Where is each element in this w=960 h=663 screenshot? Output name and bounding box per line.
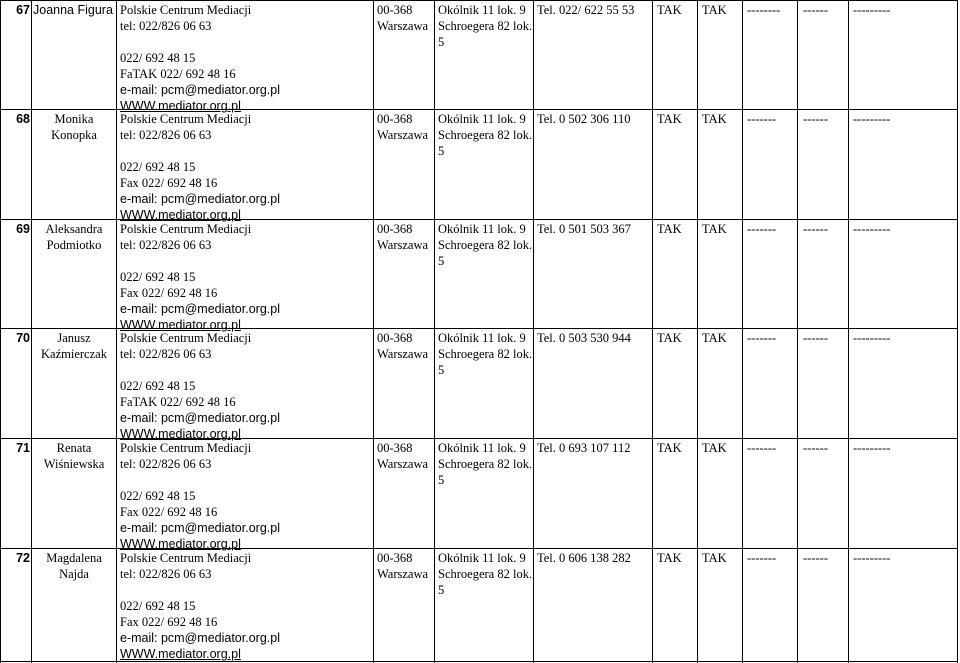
- contact-phone: Tel. 0 606 138 282: [537, 551, 631, 565]
- col-a-value: TAK: [657, 441, 682, 455]
- contact-phone: Tel. 022/ 622 55 53: [537, 3, 635, 17]
- address-line-3: 5: [438, 254, 445, 268]
- column-divider: [0, 0, 1, 663]
- org-phone-2: 022/ 692 48 15: [120, 379, 196, 393]
- row-number: 68: [16, 112, 30, 126]
- org-website-link[interactable]: WWW.mediator.org.pl: [120, 318, 241, 332]
- address-line-2: Schroegera 82 lok.: [438, 347, 533, 361]
- mediator-name: Magdalena Najda: [46, 551, 102, 581]
- blank-line: [120, 362, 370, 378]
- col-d-value: ------: [803, 112, 828, 126]
- org-phone: tel: 022/826 06 63: [120, 457, 212, 471]
- col-b-value: TAK: [702, 441, 727, 455]
- column-divider: [652, 0, 653, 663]
- address-line-1: Okólnik 11 lok. 9: [438, 3, 526, 17]
- row-number: 70: [16, 331, 30, 345]
- contact-phone: Tel. 0 501 503 367: [537, 222, 631, 236]
- org-name: Polskie Centrum Mediacji: [120, 112, 252, 126]
- org-fax: FaTAK 022/ 692 48 16: [120, 395, 236, 409]
- city-name: Warszawa: [377, 347, 429, 361]
- organization-cell: [120, 111, 370, 223]
- org-phone-2: 022/ 692 48 15: [120, 270, 196, 284]
- column-divider: [697, 0, 698, 663]
- org-fax: Fax 022/ 692 48 16: [120, 615, 218, 629]
- address-cell: [438, 221, 533, 269]
- city-cell: [377, 550, 433, 582]
- col-e-value: ---------: [853, 112, 891, 126]
- org-fax: Fax 022/ 692 48 16: [120, 505, 218, 519]
- mediator-name: Janusz Kaźmierczak: [41, 331, 107, 361]
- col-d-value: ------: [803, 331, 828, 345]
- col-d-value: ------: [803, 441, 828, 455]
- organization-cell: [120, 330, 370, 442]
- mediator-name: Aleksandra Podmiotko: [45, 222, 103, 252]
- city-name: Warszawa: [377, 567, 429, 581]
- col-d-value: ------: [803, 3, 828, 17]
- org-email[interactable]: e-mail: pcm@mediator.org.pl: [120, 83, 280, 97]
- org-phone-2: 022/ 692 48 15: [120, 51, 196, 65]
- organization-cell: [120, 550, 370, 662]
- address-line-3: 5: [438, 473, 445, 487]
- col-a-value: TAK: [657, 331, 682, 345]
- org-website-link[interactable]: WWW.mediator.org.pl: [120, 208, 241, 222]
- col-c-value: -------: [747, 222, 777, 236]
- org-email[interactable]: e-mail: pcm@mediator.org.pl: [120, 192, 280, 206]
- col-a-value: TAK: [657, 112, 682, 126]
- org-website-link[interactable]: WWW.mediator.org.pl: [120, 99, 241, 113]
- city-cell: [377, 440, 433, 472]
- column-divider: [797, 0, 798, 663]
- col-d-value: ------: [803, 551, 828, 565]
- org-phone: tel: 022/826 06 63: [120, 347, 212, 361]
- col-c-value: -------: [747, 551, 777, 565]
- address-line-3: 5: [438, 35, 445, 49]
- row-number: 71: [16, 441, 30, 455]
- postal-code: 00-368: [377, 551, 413, 565]
- postal-code: 00-368: [377, 441, 413, 455]
- org-fax: Fax 022/ 692 48 16: [120, 176, 218, 190]
- address-cell: [438, 440, 533, 488]
- address-line-3: 5: [438, 363, 445, 377]
- address-cell: [438, 550, 533, 598]
- org-fax: Fax 022/ 692 48 16: [120, 286, 218, 300]
- address-line-1: Okólnik 11 lok. 9: [438, 112, 526, 126]
- col-e-value: ---------: [853, 3, 891, 17]
- col-b-value: TAK: [702, 3, 727, 17]
- col-b-value: TAK: [702, 551, 727, 565]
- col-d-value: ------: [803, 222, 828, 236]
- blank-line: [120, 253, 370, 269]
- org-phone: tel: 022/826 06 63: [120, 19, 212, 33]
- row-number: 67: [16, 3, 30, 17]
- address-line-1: Okólnik 11 lok. 9: [438, 551, 526, 565]
- address-line-3: 5: [438, 144, 445, 158]
- blank-line: [120, 582, 370, 598]
- row-divider: [0, 0, 958, 1]
- org-phone: tel: 022/826 06 63: [120, 238, 212, 252]
- col-a-value: TAK: [657, 222, 682, 236]
- address-line-2: Schroegera 82 lok.: [438, 19, 533, 33]
- city-name: Warszawa: [377, 238, 429, 252]
- address-line-2: Schroegera 82 lok.: [438, 457, 533, 471]
- address-cell: [438, 111, 533, 159]
- city-cell: [377, 221, 433, 253]
- org-phone-2: 022/ 692 48 15: [120, 160, 196, 174]
- address-cell: [438, 2, 533, 50]
- column-divider: [434, 0, 435, 663]
- col-c-value: --------: [747, 3, 781, 17]
- column-divider: [533, 0, 534, 663]
- org-phone-2: 022/ 692 48 15: [120, 599, 196, 613]
- contact-phone: Tel. 0 502 306 110: [537, 112, 631, 126]
- org-fax: FaTAK 022/ 692 48 16: [120, 67, 236, 81]
- org-name: Polskie Centrum Mediacji: [120, 551, 252, 565]
- city-cell: [377, 2, 433, 34]
- city-cell: [377, 111, 433, 143]
- row-number: 72: [16, 551, 30, 565]
- col-e-value: ---------: [853, 331, 891, 345]
- address-line-2: Schroegera 82 lok.: [438, 128, 533, 142]
- blank-line: [120, 472, 370, 488]
- org-name: Polskie Centrum Mediacji: [120, 222, 252, 236]
- organization-cell: [120, 440, 370, 552]
- city-name: Warszawa: [377, 457, 429, 471]
- col-a-value: TAK: [657, 551, 682, 565]
- address-line-1: Okólnik 11 lok. 9: [438, 441, 526, 455]
- column-divider: [31, 0, 32, 663]
- org-phone-2: 022/ 692 48 15: [120, 489, 196, 503]
- col-b-value: TAK: [702, 331, 727, 345]
- column-divider: [373, 0, 374, 663]
- column-divider: [742, 0, 743, 663]
- column-divider: [957, 0, 958, 663]
- org-website-link[interactable]: WWW.mediator.org.pl: [120, 427, 241, 441]
- org-website-link[interactable]: WWW.mediator.org.pl: [120, 647, 241, 661]
- org-website-link[interactable]: WWW.mediator.org.pl: [120, 537, 241, 551]
- mediator-name: Joanna Figura: [33, 3, 113, 17]
- address-cell: [438, 330, 533, 378]
- address-line-2: Schroegera 82 lok.: [438, 567, 533, 581]
- contact-phone: Tel. 0 693 107 112: [537, 441, 631, 455]
- blank-line: [120, 34, 370, 50]
- blank-line: [120, 143, 370, 159]
- column-divider: [116, 0, 117, 663]
- row-number: 69: [16, 222, 30, 236]
- col-b-value: TAK: [702, 222, 727, 236]
- org-email[interactable]: e-mail: pcm@mediator.org.pl: [120, 302, 280, 316]
- col-e-value: ---------: [853, 551, 891, 565]
- col-e-value: ---------: [853, 222, 891, 236]
- org-email[interactable]: e-mail: pcm@mediator.org.pl: [120, 631, 280, 645]
- contact-phone: Tel. 0 503 530 944: [537, 331, 631, 345]
- postal-code: 00-368: [377, 331, 413, 345]
- col-c-value: -------: [747, 331, 777, 345]
- address-line-2: Schroegera 82 lok.: [438, 238, 533, 252]
- org-email[interactable]: e-mail: pcm@mediator.org.pl: [120, 521, 280, 535]
- address-line-1: Okólnik 11 lok. 9: [438, 331, 526, 345]
- org-phone: tel: 022/826 06 63: [120, 567, 212, 581]
- city-cell: [377, 330, 433, 362]
- organization-cell: [120, 221, 370, 333]
- mediator-name: Monika Konopka: [51, 112, 97, 142]
- org-phone: tel: 022/826 06 63: [120, 128, 212, 142]
- org-email[interactable]: e-mail: pcm@mediator.org.pl: [120, 411, 280, 425]
- org-name: Polskie Centrum Mediacji: [120, 331, 252, 345]
- col-c-value: -------: [747, 441, 777, 455]
- city-name: Warszawa: [377, 128, 429, 142]
- col-c-value: -------: [747, 112, 777, 126]
- column-divider: [848, 0, 849, 663]
- col-b-value: TAK: [702, 112, 727, 126]
- organization-cell: [120, 2, 370, 114]
- mediator-name: Renata Wiśniewska: [43, 441, 105, 471]
- city-name: Warszawa: [377, 19, 429, 33]
- col-e-value: ---------: [853, 441, 891, 455]
- org-name: Polskie Centrum Mediacji: [120, 3, 252, 17]
- address-line-3: 5: [438, 583, 445, 597]
- org-name: Polskie Centrum Mediacji: [120, 441, 252, 455]
- postal-code: 00-368: [377, 222, 413, 236]
- address-line-1: Okólnik 11 lok. 9: [438, 222, 526, 236]
- col-a-value: TAK: [657, 3, 682, 17]
- postal-code: 00-368: [377, 112, 413, 126]
- postal-code: 00-368: [377, 3, 413, 17]
